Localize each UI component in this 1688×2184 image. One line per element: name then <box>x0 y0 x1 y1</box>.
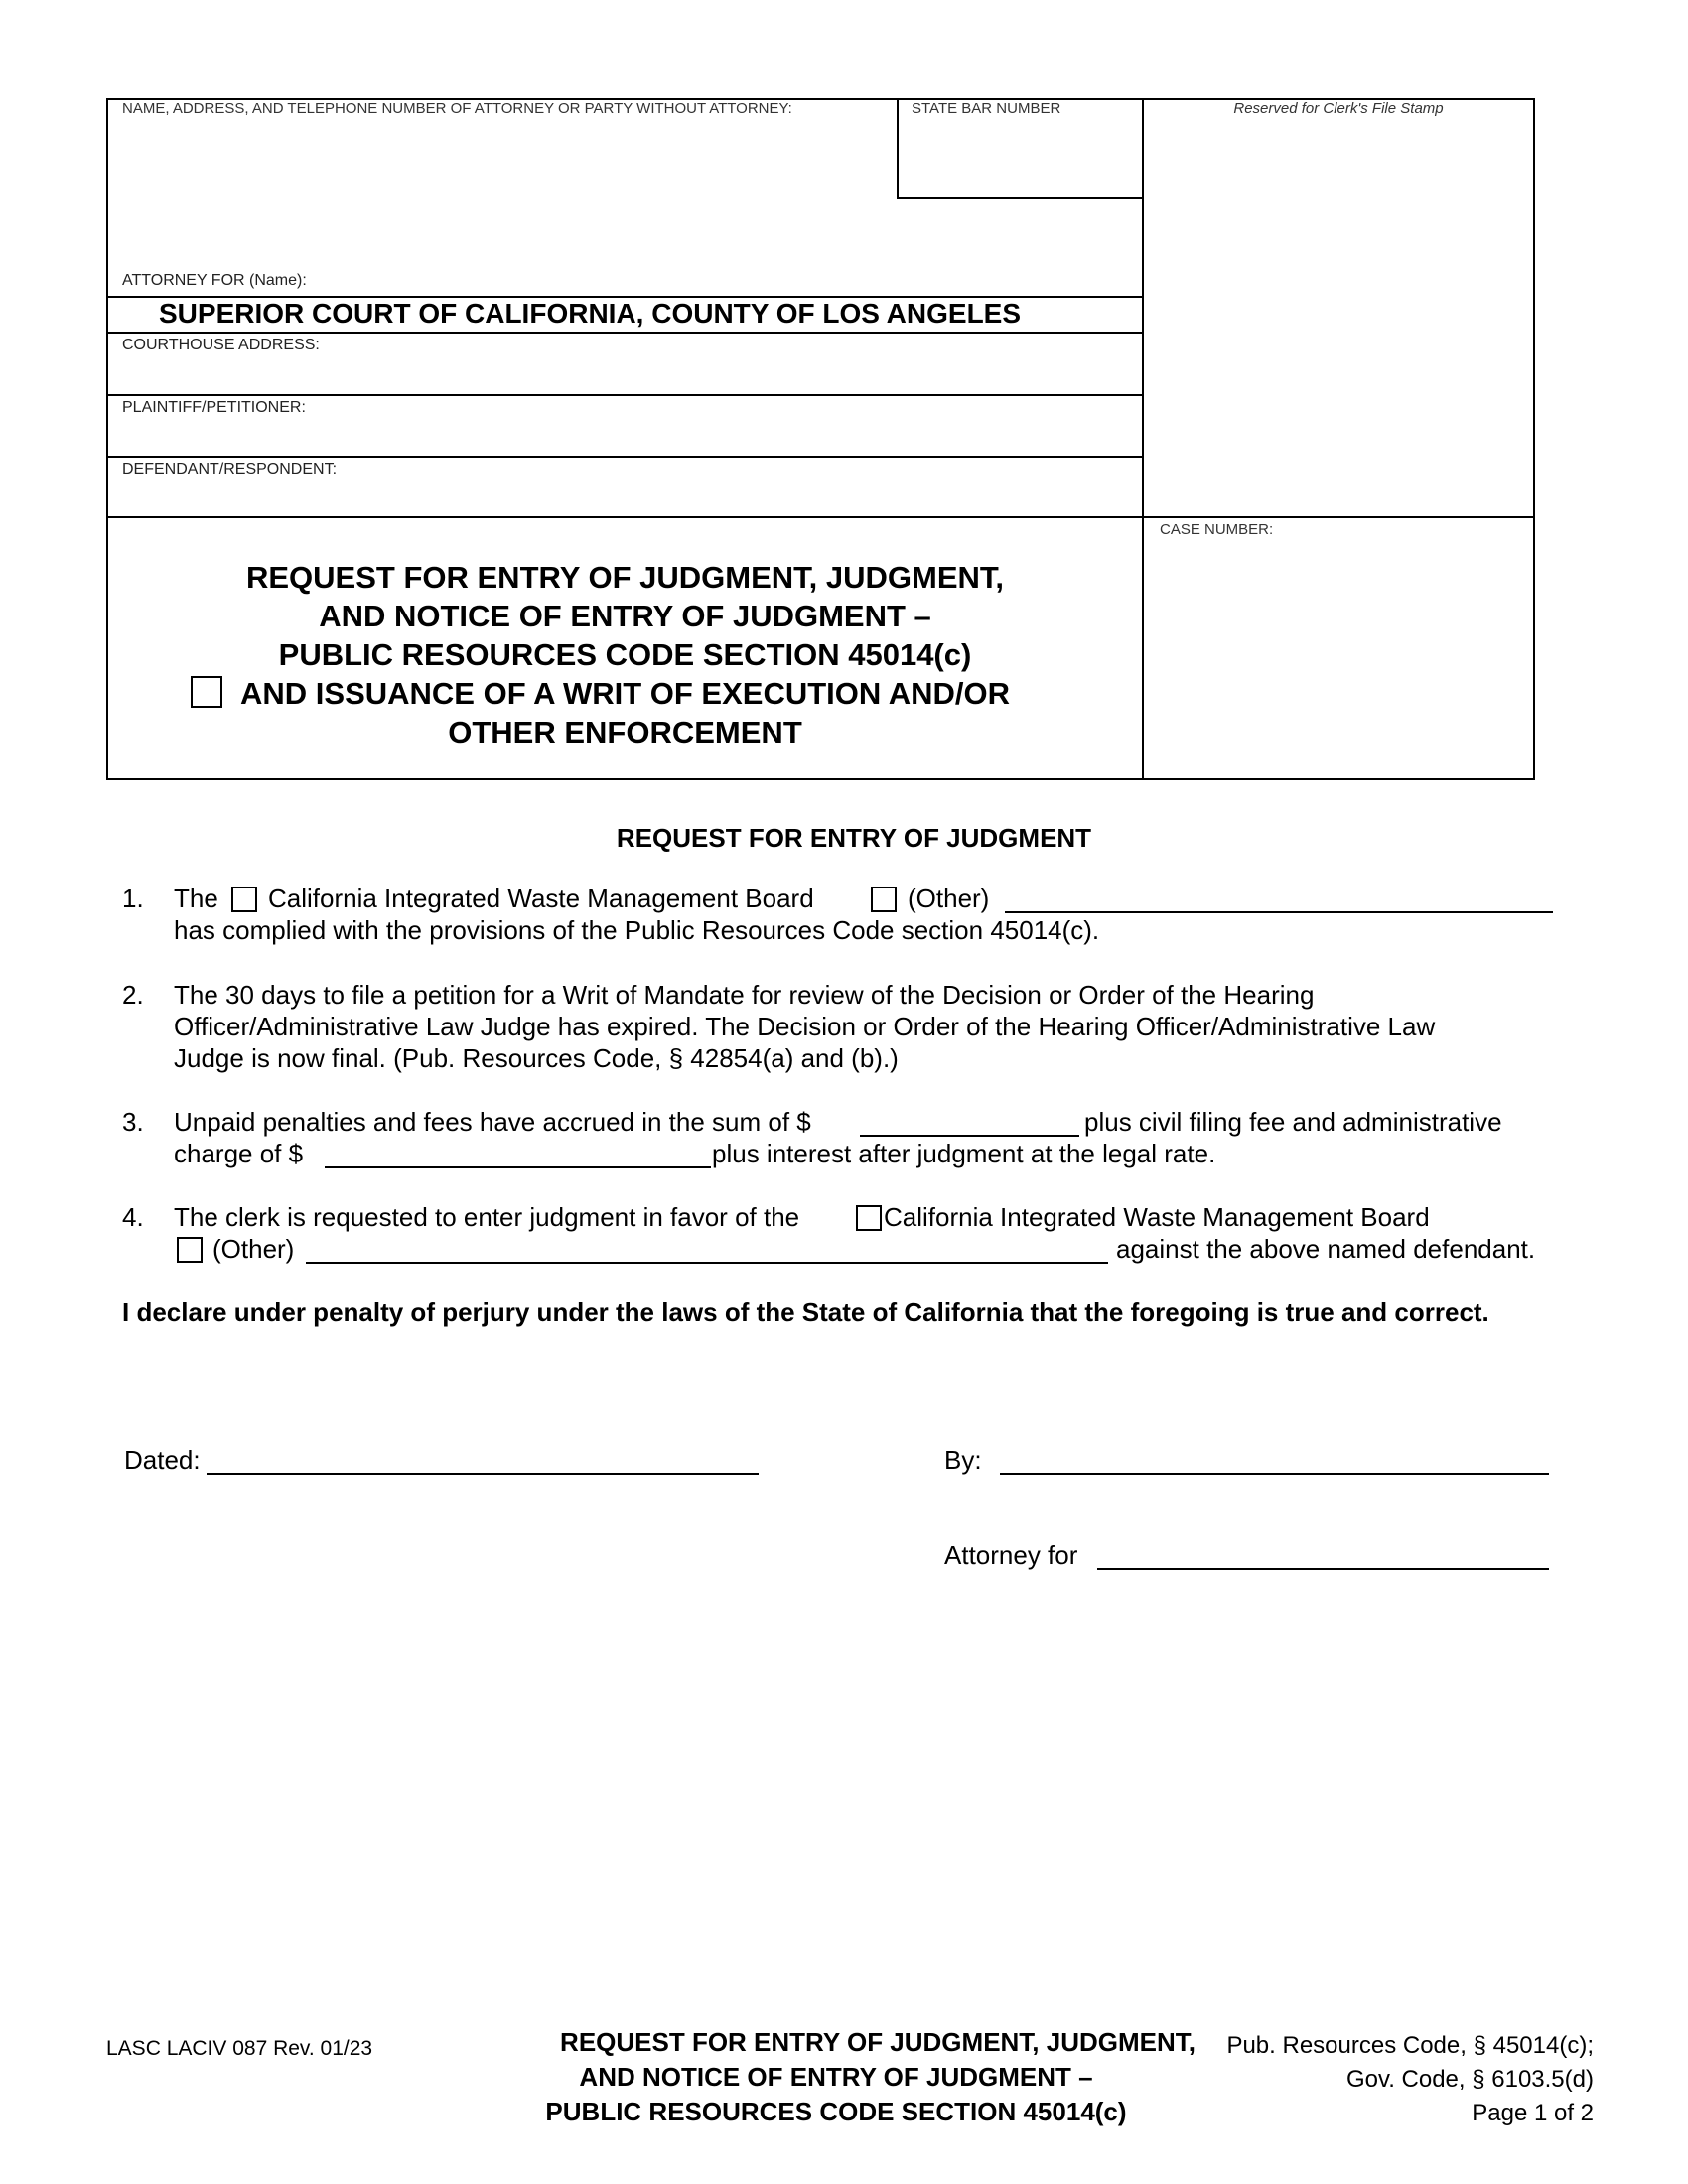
penalties-amount-field[interactable] <box>860 1135 1079 1137</box>
attorney-for-field[interactable] <box>1097 1568 1549 1570</box>
defendant-label: DEFENDANT/RESPONDENT: <box>122 461 338 478</box>
form-id: LASC LACIV 087 Rev. 01/23 <box>106 2037 373 2060</box>
item-4-board-checkbox[interactable] <box>856 1205 882 1231</box>
page-number: Page 1 of 2 <box>1472 2100 1594 2126</box>
item-1-the: The <box>174 884 218 913</box>
item-1-number: 1. <box>122 884 144 913</box>
state-bar-label: STATE BAR NUMBER <box>912 100 1061 117</box>
item-3-text-d: plus interest after judgment at the legal rate. <box>712 1139 1216 1168</box>
footer-title <box>477 2025 1231 2129</box>
attorney-for-signature-label: Attorney for <box>944 1540 1078 1570</box>
attorney-info-label: NAME, ADDRESS, AND TELEPHONE NUMBER OF ATTORNEY OR PARTY WITHOUT ATTORNEY: <box>122 100 792 117</box>
item-1-board-checkbox[interactable] <box>231 887 257 912</box>
attorney-for-label: ATTORNEY FOR (Name): <box>122 272 307 289</box>
writ-of-execution-checkbox[interactable] <box>191 676 222 708</box>
form-title-line3: PUBLIC RESOURCES CODE SECTION 45014(c) <box>278 637 972 672</box>
by-label: By: <box>944 1445 982 1475</box>
form-title-line5: OTHER ENFORCEMENT <box>448 715 802 750</box>
form-title <box>108 558 1142 751</box>
item-3-text-c: charge of $ <box>174 1139 304 1168</box>
footer-citation-2: Gov. Code, § 6103.5(d) <box>1345 2066 1594 2093</box>
item-1-other-label: (Other) <box>908 884 990 913</box>
item-3-text-a: Unpaid penalties and fees have accrued in the sum of $ <box>174 1107 811 1137</box>
by-signature-field[interactable] <box>1000 1473 1549 1475</box>
item-2-line3: Judge is now final. (Pub. Resources Code, § 42854(a) and (b).) <box>174 1043 899 1073</box>
form-title-line2: AND NOTICE OF ENTRY OF JUDGMENT – <box>319 599 931 633</box>
footer-title-line2: AND NOTICE OF ENTRY OF JUDGMENT – <box>579 2062 1093 2092</box>
item-4-other-label: (Other) <box>212 1234 295 1264</box>
section-heading: REQUEST FOR ENTRY OF JUDGMENT <box>616 823 1092 853</box>
item-2-number: 2. <box>122 980 144 1010</box>
attorney-info-field[interactable] <box>122 123 887 272</box>
court-name: SUPERIOR COURT OF CALIFORNIA, COUNTY OF LOS ANGELES <box>159 298 1022 329</box>
footer-citations <box>1132 2029 1594 2130</box>
item-3-text-b: plus civil filing fee and administrative <box>1084 1107 1502 1137</box>
item-4-text-a: The clerk is requested to enter judgment in favor of the <box>174 1202 800 1232</box>
item-1-line2: has complied with the provisions of the Public Resources Code section 45014(c). <box>174 915 1100 945</box>
item-4-board-label: California Integrated Waste Management Board <box>884 1202 1430 1232</box>
item-2-line2: Officer/Administrative Law Judge has expired. The Decision or Order of the Hearing Officer/Administrative Law <box>174 1012 1436 1041</box>
footer-citation-1: Pub. Resources Code, § 45014(c); <box>1226 2032 1594 2059</box>
form-title-line1: REQUEST FOR ENTRY OF JUDGMENT, JUDGMENT, <box>245 560 1004 595</box>
item-4-number: 4. <box>122 1202 144 1232</box>
case-number-label: CASE NUMBER: <box>1160 521 1274 538</box>
case-number-field[interactable] <box>1160 546 1522 586</box>
dated-field[interactable] <box>207 1473 759 1475</box>
item-4-other-checkbox[interactable] <box>177 1237 203 1263</box>
footer-title-line3: PUBLIC RESOURCES CODE SECTION 45014(c) <box>545 2097 1127 2126</box>
item-1-other-field[interactable] <box>1005 911 1553 913</box>
footer-title-line1: REQUEST FOR ENTRY OF JUDGMENT, JUDGMENT, <box>560 2027 1196 2057</box>
item-4-tail: against the above named defendant. <box>1116 1234 1536 1264</box>
plaintiff-label: PLAINTIFF/PETITIONER: <box>122 399 306 416</box>
clerk-stamp-label: Reserved for Clerk's File Stamp <box>1233 100 1444 117</box>
item-4-other-field[interactable] <box>306 1262 1108 1264</box>
form-title-line4: AND ISSUANCE OF A WRIT OF EXECUTION AND/OR <box>240 676 1010 711</box>
admin-charge-field[interactable] <box>325 1166 711 1168</box>
dated-label: Dated: <box>124 1445 201 1475</box>
declaration: I declare under penalty of perjury under the laws of the State of California that the foregoing is true and correct. <box>122 1297 1489 1327</box>
item-3-number: 3. <box>122 1107 144 1137</box>
courthouse-address-label: COURTHOUSE ADDRESS: <box>122 337 320 353</box>
item-1-board-label: California Integrated Waste Management Board <box>268 884 814 913</box>
item-1-other-checkbox[interactable] <box>871 887 897 912</box>
state-bar-field[interactable] <box>912 123 1135 193</box>
item-2-line1: The 30 days to file a petition for a Writ of Mandate for review of the Decision or Order of the Hearing <box>174 980 1315 1010</box>
